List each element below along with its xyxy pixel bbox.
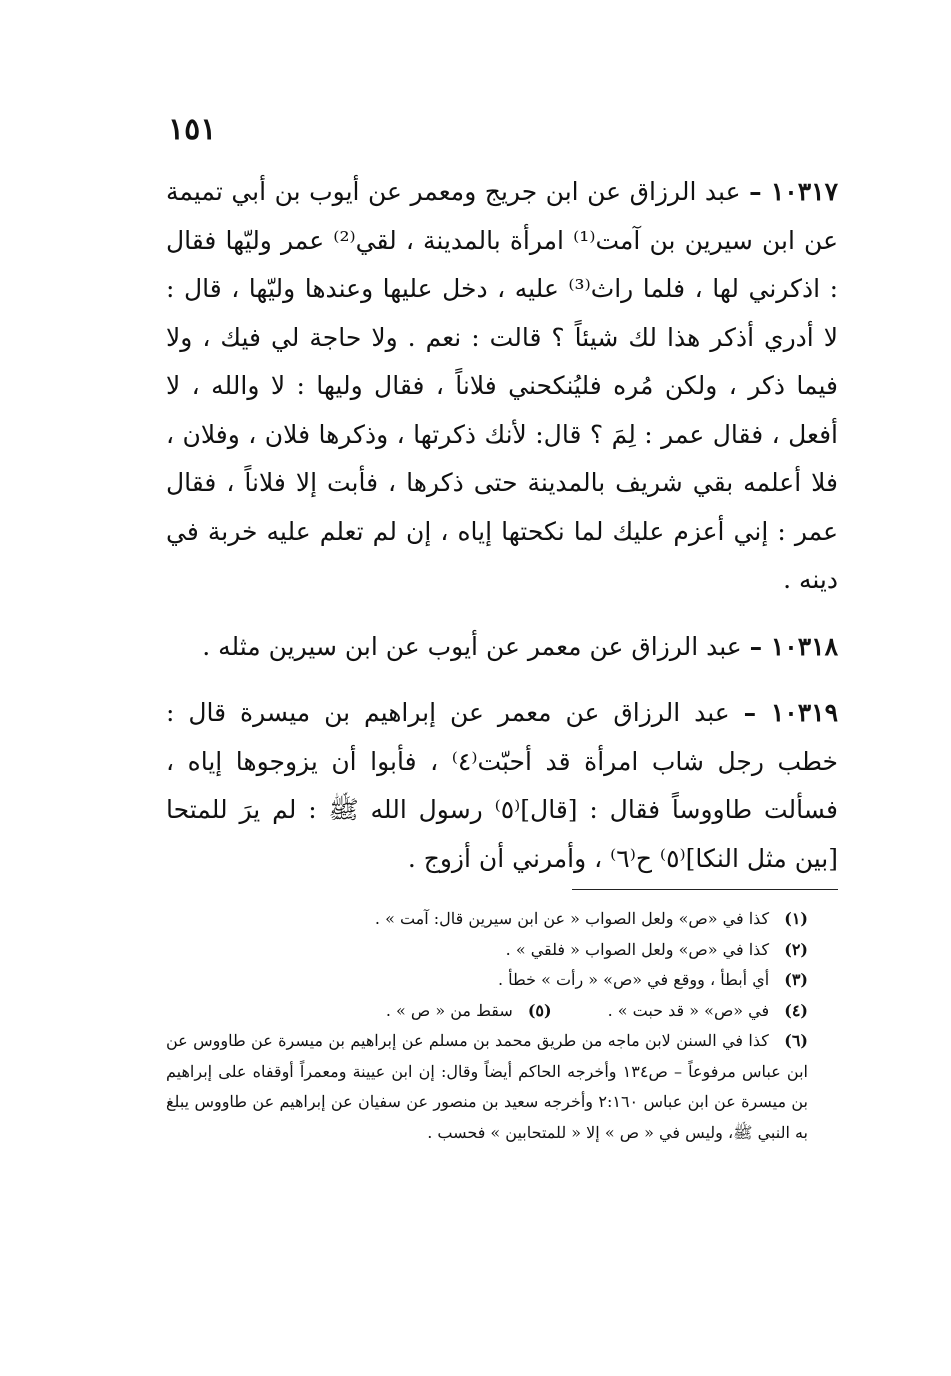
footnote-text: كذا في السنن لابن ماجه من طريق محمد بن مسلم عن إبراهيم بن ميسرة عن طاووس عن ابن عباس مرفوعاً – ص١٣٤ وأخرجه الحاكم أيضاً وقال: إن ابن عيينة ومعمراً أوقفاه على إبراهيم بن ميسرة عن ابن عباس ٢:١٦٠ وأخرجه سعيد بن منصور عن سفيان عن إبراهيم عن طاووس يبلغ به النبي ﷺ، وليس في « ص » إلا « للمتحابين » فحسب . xyxy=(166,1031,809,1142)
footnote-row-4-5 xyxy=(166,996,838,1027)
footnote-number: (٦) xyxy=(784,1031,808,1050)
hadith-10318 xyxy=(166,623,838,672)
hadith-number: ١٠٣١٧ – xyxy=(749,177,838,206)
hadith-10319 xyxy=(166,689,838,883)
footnote-text: في «ص» « قد حبت » . xyxy=(607,1000,770,1020)
page-number: ١٥١ xyxy=(168,112,217,147)
footnote-6 xyxy=(166,1026,838,1148)
hadith-10317 xyxy=(166,168,838,605)
main-text xyxy=(166,168,838,901)
footnote-2 xyxy=(166,935,838,966)
footnote-1 xyxy=(166,904,838,935)
footnote-4 xyxy=(608,996,808,1027)
hadith-text: عبد الرزاق عن معمر عن أيوب عن ابن سيرين مثله . xyxy=(202,631,742,661)
footnote-text: كذا في «ص» ولعل الصواب « عن ابن سيرين قال: آمت » . xyxy=(374,909,770,928)
hadith-text: عبد الرزاق عن ابن جريج ومعمر عن أيوب بن أبي تميمة عن ابن سيرين بن آمت⁽¹⁾ امرأة بالمدينة ، لقي⁽²⁾ عمر وليّها فقال : اذكرني لها ، فلما راث⁽³⁾ عليه ، دخل عليها وعندها وليّها ، قال : لا أدري أذكر هذا لك شيئاً ؟ قالت : نعم . ولا حاجة لي فيك ، ولا فيما ذكر ، ولكن مُره فليُنكحني فلاناً ، فقال وليها : لا والله ، لا أفعل ، فقال عمر : لِمَ ؟ قال: لأنك ذكرتها ، وذكرها فلان ، وفلان ، فلا أعلمه بقي شريف بالمدينة حتى ذكرها ، فأبت إلا فلاناً ، فقال عمر : إني أعزم عليك لما نكحتها إياه ، إن لم تعلم عليه خربة في دينه . xyxy=(166,177,838,594)
footnote-number: (٣) xyxy=(784,970,808,989)
footnote-text: أي أبطأ ، ووقع في «ص» « رأت » خطأ . xyxy=(497,970,770,989)
footnote-number: (١) xyxy=(784,909,808,928)
footnote-5 xyxy=(386,996,552,1027)
hadith-number: ١٠٣١٨ – xyxy=(749,631,838,661)
footnote-number: (٤) xyxy=(784,1000,808,1020)
footnote-3 xyxy=(166,965,838,996)
footnotes xyxy=(166,904,838,1148)
footnote-text: سقط من « ص » . xyxy=(385,1000,513,1020)
footnote-text: كذا في «ص» ولعل الصواب « فلقي » . xyxy=(505,939,770,959)
footnote-number: (٢) xyxy=(784,939,808,959)
footnote-divider xyxy=(572,889,838,890)
footnote-number: (٥) xyxy=(527,1000,552,1020)
hadith-text: عبد الرزاق عن معمر عن إبراهيم بن ميسرة قال : خطب رجل شاب امرأة قد أحبّت⁽٤⁾ ، فأبوا أن يزوجوها إياه ، فسألت طاووساً فقال : [قال]⁽٥⁾ رسول الله ﷺ : لم يرَ للمتحا [بين مثل النكا]⁽٥⁾ ح⁽٦⁾ ، وأمرني أن أزوج . xyxy=(166,698,839,873)
hadith-number: ١٠٣١٩ – xyxy=(743,698,838,727)
